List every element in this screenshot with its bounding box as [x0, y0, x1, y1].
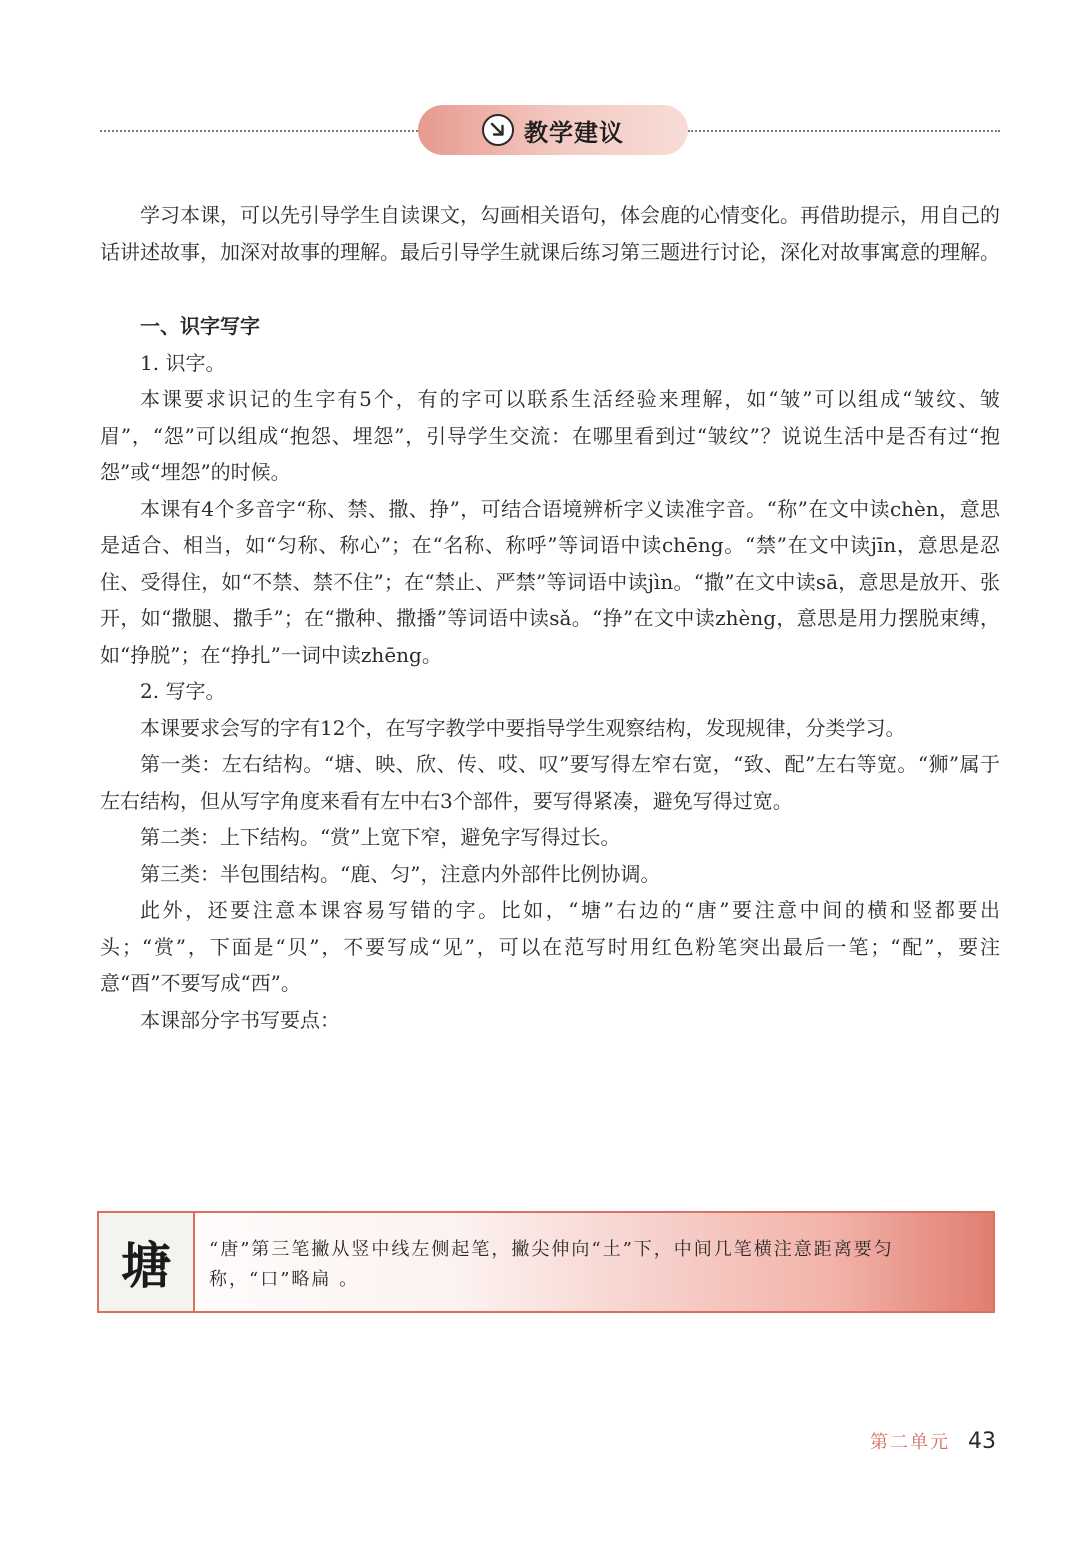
writing-tip-box [97, 1211, 995, 1313]
unit-label: 第二单元 [870, 1432, 950, 1453]
writing-paragraph-4: 第三类：半包围结构。“鹿、匀”，注意内外部件比例协调。 [140, 861, 661, 886]
writing-tip-char-cell [99, 1213, 195, 1311]
literacy-paragraph-2: 本课有4个多音字“称、禁、撒、挣”，可结合语境辨析字义读准字音。“称”在文中读chèn，意思是适合、相当，如“匀称、称心”；在“名称、称呼”等词语中读chēng。“禁”在文中读jīn，意思是忍住、受得住，如“不禁、禁不住”；在“禁止、严禁”等词语中读jìn。“撒”在文中读sā，意思是放开、张开，如“撒腿、撒手”；在“撒种、撒播”等词语中读sǎ。“挣”在文中读zhèng，意思是用力摆脱束缚，如“挣脱”；在“挣扎”一词中读zhēng。 [100, 496, 1000, 667]
subsection-heading-writing: 2. 写字。 [140, 679, 226, 703]
dotted-divider-left [100, 130, 418, 132]
section-banner [100, 105, 1000, 155]
writing-paragraph-5: 此外，还要注意本课容易写错的字。比如，“塘”右边的“唐”要注意中间的横和竖都要出头；“赏”，下面是“贝”，不要写成“见”，可以在范写时用红色粉笔突出最后一笔；“配”，要注意“酉”不要写成“西”。 [100, 898, 1000, 995]
writing-paragraph-1: 本课要求会写的字有12个，在写字教学中要指导学生观察结构，发现规律，分类学习。 [140, 715, 906, 740]
dotted-divider-right [688, 130, 1000, 132]
intro-paragraph: 学习本课，可以先引导学生自读课文，勾画相关语句，体会鹿的心情变化。再借助提示，用自己的话讲述故事，加深对故事的理解。最后引导学生就课后练习第三题进行讨论，深化对故事寓意的理解。 [100, 203, 1000, 264]
section-badge [418, 105, 688, 155]
writing-tip-char: 塘 [121, 1236, 171, 1295]
writing-tip-note: “唐”第三笔撇从竖中线左侧起笔，撇尖伸向“土”下，中间几笔横注意距离要匀称，“口”略扁 。 [209, 1239, 894, 1290]
page-footer [870, 1428, 996, 1454]
writing-paragraph-2: 第一类：左右结构。“塘、映、欣、传、哎、叹”要写得左窄右宽，“致、配”左右等宽。“狮”属于左右结构，但从写字角度来看有左中右3个部件，要写得紧凑，避免写得过宽。 [100, 752, 1000, 813]
main-content [100, 197, 1000, 1038]
section-heading: 一、识字写字 [140, 314, 260, 338]
writing-paragraph-3: 第二类：上下结构。“赏”上宽下窄，避免字写得过长。 [140, 825, 621, 849]
section-title: 教学建议 [524, 118, 624, 147]
subsection-heading-literacy: 1. 识字。 [140, 350, 226, 375]
writing-paragraph-6: 本课部分字书写要点： [140, 1007, 340, 1032]
arrow-down-right-icon [482, 114, 514, 146]
page-number: 43 [968, 1428, 996, 1454]
literacy-paragraph-1: 本课要求识记的生字有5个，有的字可以联系生活经验来理解，如“皱”可以组成“皱纹、皱眉”，“怨”可以组成“抱怨、埋怨”，引导学生交流：在哪里看到过“皱纹”？说说生活中是否有过“抱怨”或“埋怨”的时候。 [100, 387, 1000, 484]
